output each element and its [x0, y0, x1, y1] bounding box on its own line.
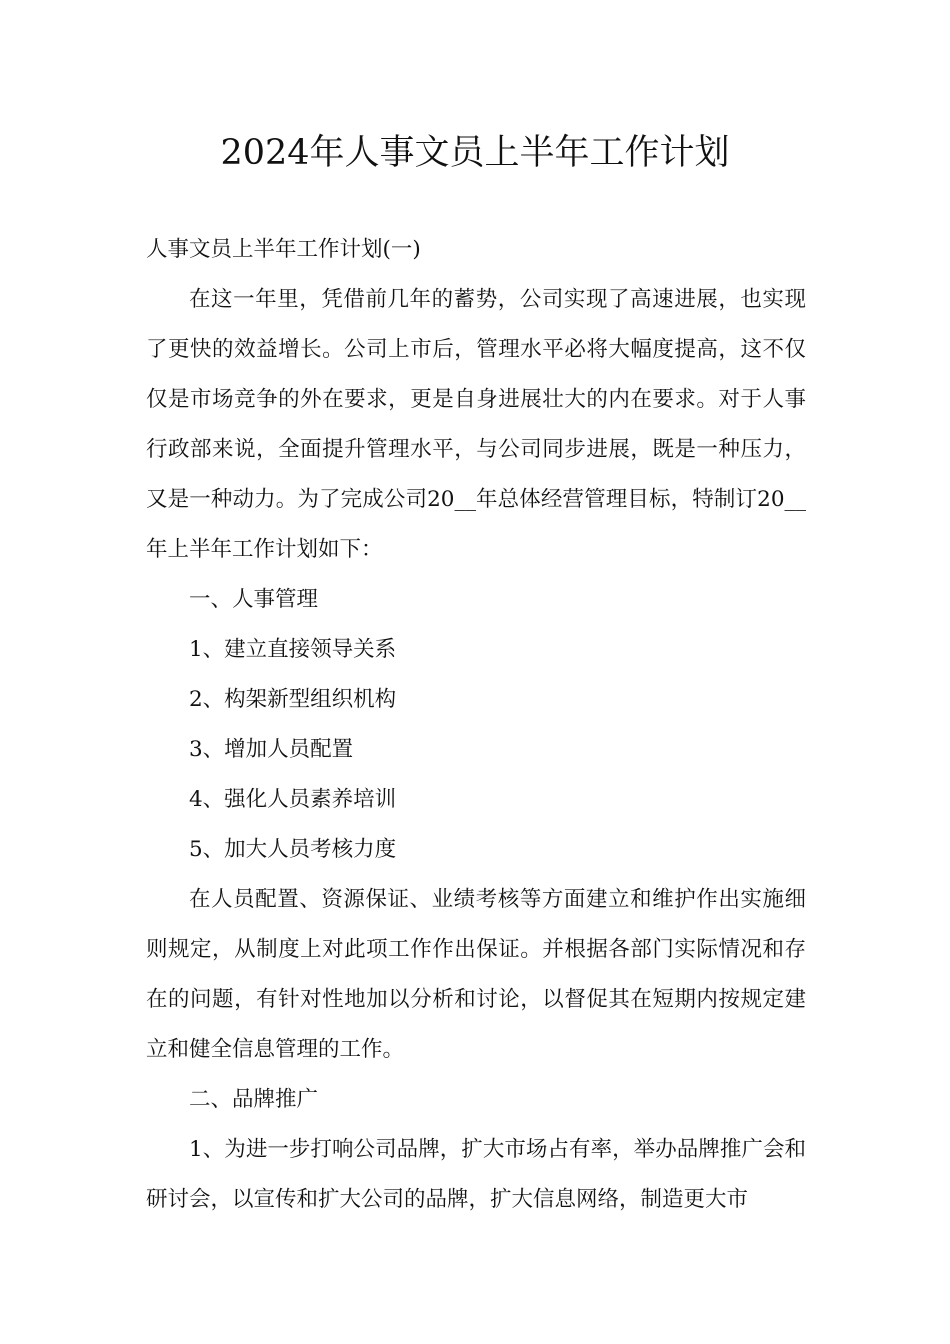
section-heading: 人事文员上半年工作计划(一): [146, 237, 421, 262]
list-item: 5、加大人员考核力度: [189, 837, 397, 862]
list-item: 3、增加人员配置: [189, 737, 354, 762]
paragraph-brand: 1、为进一步打响公司品牌，扩大市场占有率，举办品牌推广会和研讨会，以宣传和扩大公司的品牌，扩大信息网络，制造更大市: [146, 1137, 806, 1212]
list-item: 4、强化人员素养培训: [189, 787, 397, 812]
document-title: 2024年人事文员上半年工作计划: [220, 133, 730, 173]
paragraph-intro: 在这一年里，凭借前几年的蓄势，公司实现了高速进展，也实现了更快的效益增长。公司上市后，管理水平必将大幅度提高，这不仅仅是市场竞争的外在要求，更是自身进展壮大的内在要求。对于人事行政部来说，全面提升管理水平，与公司同步进展，既是一种压力，又是一种动力。为了完成公司20__年总体经营管理目标，特制订20__年上半年工作计划如下：: [146, 287, 806, 562]
document-body: [146, 225, 806, 1225]
paragraph-implementation: 在人员配置、资源保证、业绩考核等方面建立和维护作出实施细则规定，从制度上对此项工作作出保证。并根据各部门实际情况和存在的问题，有针对性地加以分析和讨论，以督促其在短期内按规定建立和健全信息管理的工作。: [146, 887, 806, 1062]
heading-brand-promotion: 二、品牌推广: [189, 1087, 319, 1112]
heading-hr-management: 一、人事管理: [189, 587, 319, 612]
list-item: 1、建立直接领导关系: [189, 637, 397, 662]
list-item: 2、构架新型组织机构: [189, 687, 397, 712]
